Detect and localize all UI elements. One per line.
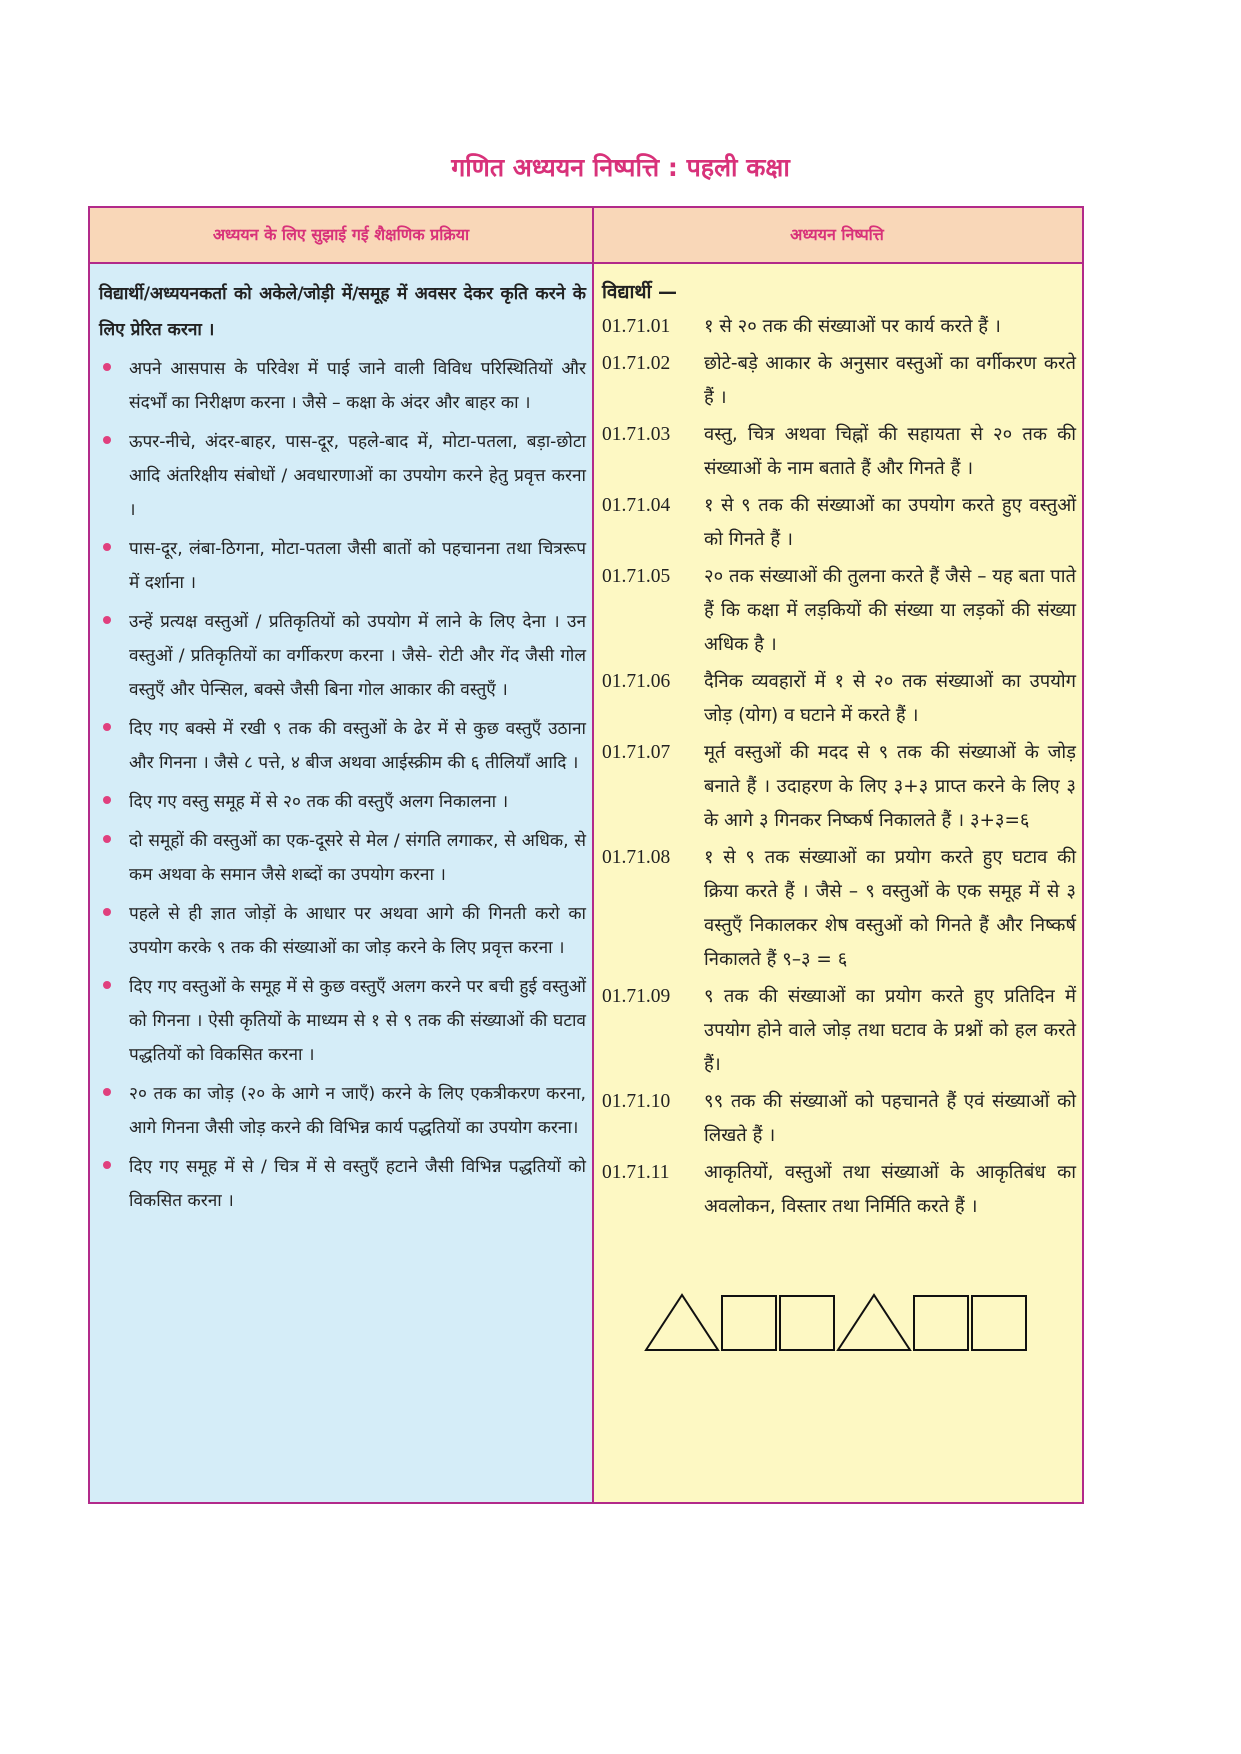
triangle-shape [646, 1295, 718, 1350]
pedagogy-list [99, 352, 586, 1218]
outcome-item [602, 347, 1076, 415]
outcome-code: 01.71.05 [602, 566, 671, 587]
outcome-text: १ से ९ तक की संख्याओं का उपयोग करते हुए वस्तुओं को गिनते हैं । [704, 495, 1076, 550]
outcome-code: 01.71.08 [602, 847, 671, 868]
column-divider [592, 208, 594, 1502]
pedagogy-item: दिए गए बक्से में रखी ९ तक की वस्तुओं के ढेर में से कुछ वस्तुएँ उठाना और गिनना । जैसे ८ पत्ते, ४ बीज अथवा आईस्क्रीम की ६ तीलियाँ आदि । [99, 712, 586, 780]
outcome-code: 01.71.03 [602, 424, 671, 445]
outcome-text: १ से ९ तक संख्याओं का प्रयोग करते हुए घटाव की क्रिया करते हैं । जैसे – ९ वस्तुओं के एक समूह में से ३ वस्तुएँ निकालकर शेष वस्तुओं को गिनते हैं और निष्कर्ष निकालते हैं ९–३ = ६ [704, 847, 1076, 970]
outcome-text: आकृतियों, वस्तुओं तथा संख्याओं के आकृतिबंध का अवलोकन, विस्तार तथा निर्मिति करते हैं । [704, 1162, 1076, 1217]
pedagogy-item: ऊपर-नीचे, अंदर-बाहर, पास-दूर, पहले-बाद में, मोटा-पतला, बड़ा-छोटा आदि अंतरिक्षीय संबोधों / अवधारणाओं का उपयोग करने हेतु प्रवृत्त करना । [99, 425, 586, 527]
triangle-shape [838, 1295, 910, 1350]
bullet-icon [103, 616, 111, 624]
pedagogy-item: दिए गए वस्तु समूह में से २० तक की वस्तुएँ अलग निकालना । [99, 785, 586, 819]
outcomes-intro: विद्यार्थी — [602, 281, 678, 303]
square-shape [914, 1296, 968, 1350]
outcome-item [602, 1156, 1076, 1224]
bullet-icon [103, 835, 111, 843]
page-title: गणित अध्ययन निष्पत्ति : पहली कक्षा [451, 153, 790, 182]
pedagogy-item: २० तक का जोड़ (२० के आगे न जाएँ) करने के लिए एकत्रीकरण करना, आगे गिनना जैसी जोड़ करने की विभिन्न कार्य पद्धतियों का उपयोग करना। [99, 1077, 586, 1145]
outcome-text: छोटे-बड़े आकार के अनुसार वस्तुओं का वर्गीकरण करते हैं । [704, 353, 1076, 408]
outcome-item [602, 1085, 1076, 1153]
pedagogy-item: पहले से ही ज्ञात जोड़ों के आधार पर अथवा आगे की गिनती करो का उपयोग करके ९ तक की संख्याओं का जोड़ करने के लिए प्रवृत्त करना । [99, 897, 586, 965]
bullet-icon [103, 436, 111, 444]
outcome-text: मूर्त वस्तुओं की मदद से ९ तक की संख्याओं के जोड़ बनाते हैं । उदाहरण के लिए ३+३ प्राप्त करने के लिए ३ के आगे ३ गिनकर निष्कर्ष निकालते हैं । ३+३=६ [704, 742, 1076, 831]
outcome-item [602, 841, 1076, 977]
bullet-icon [103, 1161, 111, 1169]
bullet-icon [103, 1088, 111, 1096]
pedagogy-item: दिए गए वस्तुओं के समूह में से कुछ वस्तुएँ अलग करने पर बची हुई वस्तुओं को गिनना । ऐसी कृतियों के माध्यम से १ से ९ तक की संख्याओं की घटाव पद्धतियों को विकसित करना । [99, 970, 586, 1072]
outcome-text: ९९ तक की संख्याओं को पहचानते हैं एवं संख्याओं को लिखते हैं । [704, 1091, 1076, 1146]
pedagogy-item: दो समूहों की वस्तुओं का एक-दूसरे से मेल / संगति लगाकर, से अधिक, से कम अथवा के समान जैसे शब्दों का उपयोग करना । [99, 824, 586, 892]
outcome-item [602, 665, 1076, 733]
outcome-text: १ से २० तक की संख्याओं पर कार्य करते हैं । [704, 316, 1001, 337]
pedagogy-item: पास-दूर, लंबा-ठिगना, मोटा-पतला जैसी बातों को पहचानना तथा चित्ररूप में दर्शाना । [99, 532, 586, 600]
outcomes-column [594, 264, 1082, 1502]
outcome-item [602, 560, 1076, 662]
outcome-item [602, 489, 1076, 557]
outcome-item [602, 736, 1076, 838]
shape-pattern [644, 1292, 1044, 1352]
outcome-text: वस्तु, चित्र अथवा चिह्नों की सहायता से २० तक की संख्याओं के नाम बताते हैं और गिनते हैं । [704, 424, 1076, 479]
right-column-header: अध्ययन निष्पत्ति [790, 225, 884, 244]
outcome-code: 01.71.04 [602, 495, 671, 516]
outcome-code: 01.71.07 [602, 742, 671, 763]
outcome-code: 01.71.09 [602, 986, 671, 1007]
pedagogy-intro: विद्यार्थी/अध्ययनकर्ता को अकेले/जोड़ी में/समूह में अवसर देकर कृति करने के लिए प्रेरित करना । [99, 284, 586, 340]
outcome-item [602, 418, 1076, 486]
outcome-item [602, 310, 1076, 344]
bullet-icon [103, 908, 111, 916]
square-shape [722, 1296, 776, 1350]
outcome-text: २० तक संख्याओं की तुलना करते हैं जैसे – यह बता पाते हैं कि कक्षा में लड़कियों की संख्या या लड़कों की संख्या अधिक है । [704, 566, 1076, 655]
outcome-code: 01.71.10 [602, 1091, 671, 1112]
table-header-row [90, 208, 1082, 264]
bullet-icon [103, 981, 111, 989]
bullet-icon [103, 796, 111, 804]
outcome-code: 01.71.01 [602, 316, 671, 337]
bullet-icon [103, 723, 111, 731]
outcome-code: 01.71.06 [602, 671, 671, 692]
square-shape [972, 1296, 1026, 1350]
bullet-icon [103, 543, 111, 551]
pedagogy-item: अपने आसपास के परिवेश में पाई जाने वाली विविध परिस्थितियों और संदर्भों का निरीक्षण करना । जैसे – कक्षा के अंदर और बाहर का । [99, 352, 586, 420]
pedagogy-column [90, 264, 592, 1502]
outcomes-table [88, 206, 1084, 1504]
outcome-item [602, 980, 1076, 1082]
pedagogy-item: दिए गए समूह में से / चित्र में से वस्तुएँ हटाने जैसी विभिन्न पद्धतियों को विकसित करना । [99, 1150, 586, 1218]
pedagogy-item: उन्हें प्रत्यक्ष वस्तुओं / प्रतिकृतियों को उपयोग में लाने के लिए देना । उन वस्तुओं / प्रतिकृतियों का वर्गीकरण करना । जैसे- रोटी और गेंद जैसी गोल वस्तुएँ और पेन्सिल, बक्से जैसी बिना गोल आकार की वस्तुएँ । [99, 605, 586, 707]
outcome-text: दैनिक व्यवहारों में १ से २० तक संख्याओं का उपयोग जोड़ (योग) व घटाने में करते हैं । [704, 671, 1076, 726]
outcome-code: 01.71.11 [602, 1162, 670, 1183]
outcome-text: ९ तक की संख्याओं का प्रयोग करते हुए प्रतिदिन में उपयोग होने वाले जोड़ तथा घटाव के प्रश्नों को हल करते हैं। [704, 986, 1076, 1075]
left-column-header: अध्ययन के लिए सुझाई गई शैक्षणिक प्रक्रिया [212, 225, 470, 244]
outcome-code: 01.71.02 [602, 353, 671, 374]
bullet-icon [103, 363, 111, 371]
square-shape [780, 1296, 834, 1350]
